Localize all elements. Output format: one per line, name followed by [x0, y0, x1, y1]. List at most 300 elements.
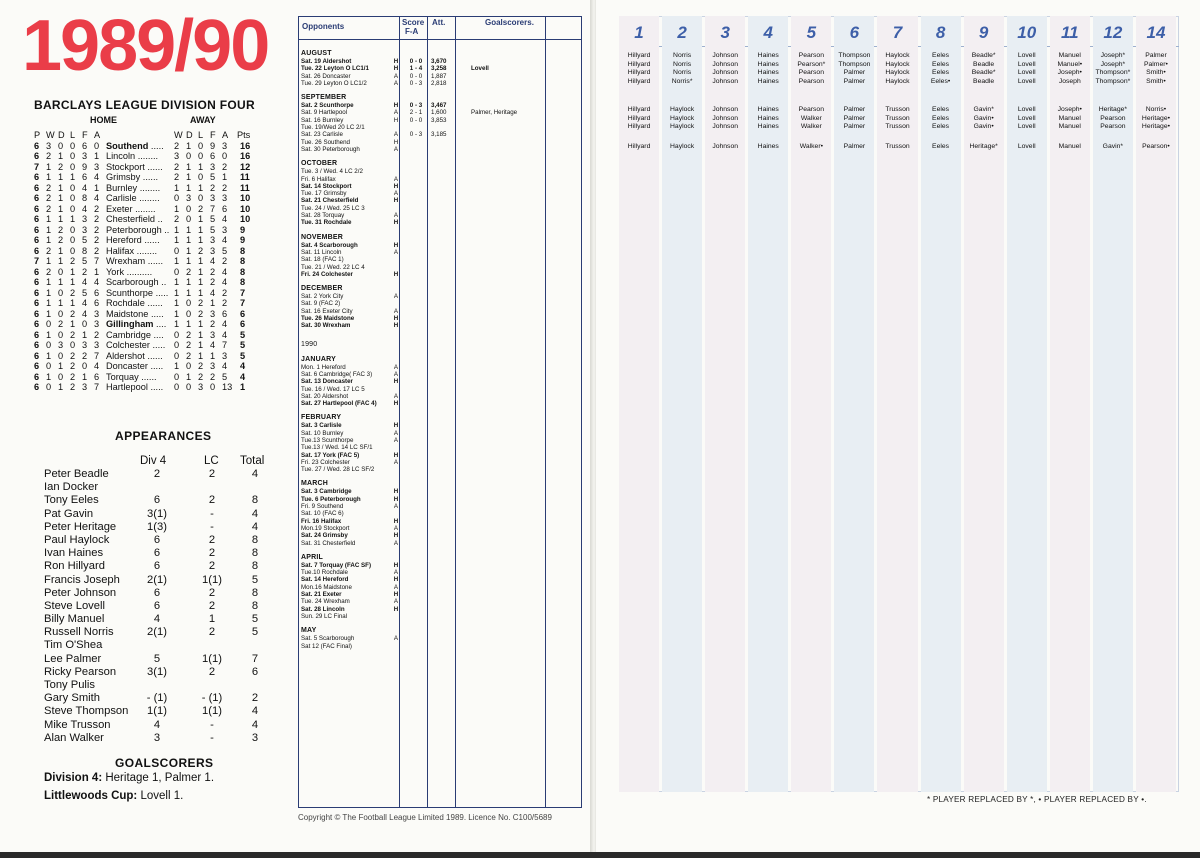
points: 9 [240, 235, 246, 245]
team-name-text: Wrexham [106, 256, 146, 266]
player-name: Ian Docker [44, 481, 99, 494]
appearance-row [44, 626, 274, 639]
player-cell: Johnson [712, 60, 739, 68]
fixture-opponent: Fri. 16 Halifax [301, 517, 342, 525]
player-cell: Smith• [1146, 69, 1166, 77]
player-cell: Norris [673, 52, 692, 59]
total-apps: 4 [251, 520, 259, 533]
player-cell: Heritage* [969, 143, 998, 150]
fixture-row [301, 452, 579, 459]
div4-apps: 3(1) [147, 665, 167, 678]
team-name [106, 372, 157, 383]
fixture-score: 1 - 4 [409, 65, 423, 73]
team-name [106, 277, 166, 288]
fixture-venue: A [393, 370, 399, 378]
fixture-opponent: Sat. 4 Scarborough [301, 241, 358, 249]
away-stat: 3 [186, 193, 192, 203]
away-stat: 2 [174, 214, 180, 224]
team-leader-dots: ...... [147, 161, 163, 172]
shirt-number: 1 [634, 23, 644, 42]
away-stat: 1 [198, 214, 204, 224]
away-stat: 1 [174, 224, 180, 235]
away-stat: 2 [210, 319, 216, 329]
player-cell: Smith• [1146, 77, 1166, 85]
fixture-score: 0 - 0 [409, 58, 423, 65]
fixture-venue: H [393, 605, 399, 613]
away-stat: 0 [186, 214, 192, 224]
away-stat: 2 [174, 161, 180, 172]
home-stat: 1 [46, 298, 52, 308]
home-stat: 0 [70, 224, 76, 235]
fixture-venue: A [393, 293, 399, 301]
player-name: Pat Gavin [44, 507, 94, 520]
fixture-row [301, 315, 579, 322]
player-cell: Haylock [670, 106, 695, 113]
team-name [106, 151, 158, 162]
fixture-opponent: Tue. 16 / Wed. 17 LC 5 [301, 385, 365, 393]
player-cell: Johnson [712, 123, 739, 131]
player-cell: Haylock [885, 60, 910, 68]
home-label: HOME [90, 115, 117, 125]
away-stat: 0 [174, 266, 180, 277]
fixture-score: 0 - 0 [409, 116, 423, 124]
away-stat: 1 [198, 340, 204, 350]
fixture-attendance: 3,467 [431, 102, 447, 110]
league-col-header: L [70, 130, 76, 140]
fixture-attendance: 2,818 [431, 79, 447, 87]
total-apps: 8 [251, 599, 259, 612]
home-stat: 3 [82, 224, 88, 235]
lc-apps: 2 [208, 626, 216, 639]
team-name-text: Colchester [106, 340, 150, 350]
home-stat: 0 [82, 319, 88, 329]
player-cell: Pearson* [797, 60, 826, 68]
player-cell: Trusson [885, 106, 910, 113]
shirt-number: 5 [806, 23, 817, 42]
player-cell: Joseph [1058, 77, 1081, 85]
fixture-row [301, 300, 579, 307]
fixture-opponent: Tue. 17 Grimsby [301, 190, 347, 198]
fixture-opponent: Sat. 14 Stockport [301, 182, 352, 190]
home-stat: 0 [58, 308, 64, 319]
home-stat: 2 [94, 214, 100, 224]
league-col-header: Pts [237, 130, 251, 140]
team-leader-dots: ........ [137, 151, 159, 161]
away-stat: 1 [186, 256, 192, 266]
fixture-opponent: Sat. 9 Hartlepool [301, 109, 348, 117]
fixture-venue: H [393, 532, 399, 540]
player-cell: Walker• [799, 143, 823, 150]
player-cell: Haylock [885, 69, 910, 77]
fixture-opponent: Sat. 27 Hartlepool (FAC 4) [301, 400, 377, 408]
home-stat: 2 [70, 371, 76, 382]
fixture-opponent: Sat. 30 Wrexham [301, 322, 351, 330]
div4-apps: 4 [153, 613, 161, 626]
player-cell: Lovell [1017, 60, 1036, 68]
away-stat: 2 [210, 371, 216, 382]
home-stat: 2 [46, 182, 52, 193]
away-stat: 1 [174, 277, 180, 287]
team-leader-dots: ...... [147, 298, 163, 308]
played: 6 [34, 298, 40, 308]
player-cell: Norris• [1145, 106, 1167, 113]
player-cell: Palmer [1145, 52, 1167, 59]
home-stat: 1 [70, 277, 76, 287]
player-cell: Beadle* [971, 69, 996, 77]
player-cell: Haines [757, 52, 779, 59]
div4-apps: 3 [153, 731, 161, 744]
home-stat: 3 [94, 319, 100, 329]
player-cell: Trusson [885, 114, 910, 122]
league-col-header: D [58, 130, 65, 140]
player-cell: Lovell [1017, 106, 1036, 113]
league-row [34, 319, 264, 330]
appearances-header [44, 455, 274, 469]
fixture-opponent: Tue.13 / Wed. 14 LC SF/1 [301, 444, 373, 452]
played: 6 [34, 151, 40, 161]
player-cell: Heritage* [1098, 106, 1128, 113]
player-cell: Palmer [843, 114, 866, 122]
fixture-row [301, 117, 579, 124]
appearance-row [44, 494, 274, 507]
home-stat: 1 [70, 214, 76, 224]
away-stat: 4 [222, 235, 228, 245]
appearance-row [44, 534, 274, 547]
player-cell: Haylock [885, 52, 910, 59]
points: 11 [240, 182, 250, 193]
lc-apps: - [210, 507, 214, 520]
fixture-opponent: Sat. 16 Exeter City [301, 307, 353, 315]
home-stat: 1 [82, 371, 88, 382]
away-stat: 3 [174, 151, 180, 161]
team-name [106, 267, 152, 278]
home-stat: 2 [70, 350, 76, 361]
team-name-text: Exeter [106, 203, 133, 214]
team-leader-dots: .... [153, 329, 164, 340]
fixture-venue: H [393, 197, 399, 205]
team-leader-dots: .......... [126, 266, 153, 277]
player-cell: Thompson [838, 60, 871, 68]
home-stat: 3 [82, 340, 88, 350]
home-stat: 1 [82, 329, 88, 340]
player-cell: Joseph• [1057, 106, 1082, 113]
fixture-row [301, 437, 579, 444]
player-cell: Hillyard [627, 106, 651, 113]
fixture-venue: A [393, 363, 399, 371]
away-stat: 1 [174, 287, 180, 298]
player-cell: Hillyard [627, 143, 651, 150]
shirt-column [1050, 16, 1090, 792]
home-stat: 2 [82, 266, 88, 277]
home-stat: 1 [58, 203, 64, 214]
played: 6 [34, 235, 40, 245]
home-stat: 1 [70, 172, 76, 182]
player-cell: Hillyard [627, 52, 651, 59]
team-name [106, 298, 163, 309]
team-leader-dots: .. [161, 277, 167, 287]
home-stat: 1 [58, 172, 64, 182]
player-cell: Pearson [798, 106, 824, 113]
team-name-text: Doncaster [106, 361, 148, 371]
fixture-opponent: Sat. 28 Torquay [301, 212, 345, 220]
appearance-row [44, 692, 274, 705]
away-stat: 3 [198, 382, 204, 392]
home-stat: 1 [58, 245, 64, 256]
away-stat: 4 [222, 329, 228, 340]
player-cell: Norris [673, 69, 692, 77]
home-stat: 2 [94, 329, 100, 340]
home-stat: 1 [46, 214, 52, 224]
fixture-row [301, 58, 579, 65]
fixture-opponent: Tue. 3 / Wed. 4 LC 2/2 [301, 168, 363, 176]
points: 12 [240, 161, 251, 172]
home-stat: 5 [82, 256, 88, 266]
home-stat: 0 [70, 340, 76, 350]
div4-apps: - (1) [146, 692, 168, 705]
fixture-row [301, 562, 579, 569]
team-name [106, 214, 163, 225]
appearance-row [44, 560, 274, 573]
player-cell: Walker [800, 123, 822, 131]
fixture-row [301, 190, 579, 197]
points: 16 [240, 140, 251, 151]
fixture-row [301, 293, 579, 300]
fixture-venue: H [393, 270, 399, 278]
away-stat: 2 [222, 161, 228, 172]
div4-scorers: Heritage 1, Palmer 1. [105, 772, 215, 784]
fixture-venue: A [393, 109, 399, 117]
total-apps: 5 [251, 613, 259, 626]
shirt-column [964, 16, 1004, 792]
lc-apps: 2 [208, 547, 216, 560]
team-leader-dots: ...... [144, 235, 160, 245]
player-cell: Gavin* [1102, 143, 1124, 150]
home-stat: 7 [94, 256, 100, 266]
shirt-column [1136, 16, 1176, 792]
fixture-row [301, 496, 579, 503]
team-name-text: Carlisle [106, 193, 137, 203]
team-name-text: Grimsby [106, 172, 141, 182]
away-stat: 2 [186, 350, 192, 361]
shirt-number: 3 [720, 23, 730, 42]
total-apps: 6 [251, 665, 259, 678]
appearance-row [44, 666, 274, 679]
away-stat: 1 [186, 287, 192, 298]
away-stat: 1 [198, 319, 204, 329]
player-cell: Beadle [973, 77, 995, 85]
team-name-text: Rochdale [106, 298, 145, 308]
home-stat: 1 [70, 298, 76, 308]
appearances-title: APPEARANCES [115, 429, 212, 443]
player-name: Russell Norris [44, 626, 114, 639]
fixture-row [301, 400, 579, 407]
home-stat: 5 [82, 235, 88, 245]
player-cell: Eeles [932, 60, 950, 68]
team-name [106, 288, 168, 299]
lc-apps: 1(1) [202, 573, 222, 586]
player-cell: Pearson [798, 52, 824, 59]
away-stat: 0 [186, 308, 192, 319]
home-stat: 7 [94, 350, 100, 361]
lc-apps: 2 [208, 494, 216, 507]
team-leader-dots: ........ [135, 203, 156, 214]
player-cell: Walker [800, 114, 822, 122]
played: 6 [34, 277, 40, 287]
fixture-venue: H [393, 58, 399, 65]
player-cell: Haines [757, 123, 779, 131]
away-stat: 1 [186, 245, 192, 256]
team-leader-dots: ...... [147, 256, 164, 266]
away-stat: 3 [210, 245, 216, 256]
away-stat: 2 [186, 340, 192, 350]
fixture-row [301, 635, 579, 642]
fixture-venue: H [393, 400, 399, 408]
fixture-row [301, 109, 579, 116]
played: 6 [34, 203, 40, 214]
player-cell: Hillyard [627, 60, 651, 68]
away-stat: 5 [210, 172, 216, 182]
lc-apps: 2 [208, 560, 216, 573]
player-cell: Haylock [670, 114, 695, 122]
fixture-opponent: Sat. 7 Torquay (FAC SF) [301, 561, 372, 569]
league-row [34, 372, 264, 383]
fixture-row [301, 308, 579, 315]
lc-scorers: Lovell 1. [140, 790, 184, 802]
home-stat: 4 [94, 193, 100, 203]
home-stat: 0 [46, 382, 52, 392]
fixture-month: MAY [301, 627, 317, 635]
home-stat: 4 [82, 298, 88, 308]
home-stat: 3 [94, 161, 100, 172]
score-header: Score [402, 18, 425, 27]
away-stat: 2 [198, 371, 204, 382]
home-stat: 1 [58, 256, 64, 266]
points: 1 [240, 382, 246, 392]
div4-apps: 4 [153, 718, 161, 731]
player-cell: Eeles [932, 69, 950, 77]
total-apps: 8 [251, 586, 259, 599]
team-name-text: Southend [106, 140, 149, 151]
played: 6 [34, 329, 40, 340]
fixture-venue: A [393, 175, 399, 183]
div4-apps: 2(1) [147, 626, 167, 639]
away-stat: 3 [222, 193, 228, 203]
home-stat: 1 [58, 182, 64, 193]
fixture-row [301, 459, 579, 466]
player-cell: Trusson [885, 123, 910, 131]
team-name [106, 309, 164, 320]
div4-apps: 3(1) [147, 507, 167, 520]
away-stat: 1 [198, 287, 204, 298]
player-cell: Thompson* [1095, 69, 1131, 77]
appearance-row [44, 719, 274, 732]
fixture-opponent: Tue. 26 Southend [301, 138, 350, 146]
fixture-venue: A [393, 190, 399, 198]
fixture-venue: A [393, 145, 399, 153]
fixture-venue: H [393, 488, 399, 496]
fixture-opponent: Tue. 21 / Wed. 22 LC 4 [301, 263, 365, 271]
league-row [34, 288, 264, 299]
away-stat: 1 [198, 329, 204, 340]
home-stat: 6 [94, 298, 100, 308]
div4-label: Division 4: [44, 772, 103, 784]
league-col-header: F [82, 130, 88, 140]
player-name: Ivan Haines [44, 547, 104, 560]
fixture-venue: A [393, 503, 399, 511]
player-cell: Trusson [885, 143, 910, 150]
fixture-opponent: Tue. 27 / Wed. 28 LC SF/2 [301, 466, 375, 474]
fixture-month: DECEMBER [301, 285, 343, 293]
fixture-row [301, 124, 579, 131]
team-name [106, 361, 163, 372]
league-col-header: D [186, 130, 193, 140]
player-cell: Thompson [838, 52, 871, 59]
total-apps: 8 [251, 547, 259, 560]
fixture-row [301, 466, 579, 473]
fixture-attendance: 3,670 [431, 58, 447, 65]
player-cell: Eeles [932, 143, 950, 150]
player-cell: Beadle* [971, 52, 996, 59]
away-stat: 2 [186, 329, 192, 340]
fixture-row [301, 643, 579, 650]
lc-apps: 2 [208, 533, 216, 546]
league-row [34, 382, 264, 393]
fixture-score: 0 - 3 [409, 79, 423, 87]
away-stat: 4 [210, 287, 216, 298]
away-stat: 3 [210, 161, 216, 172]
away-stat: 2 [222, 256, 228, 266]
team-name-text: Peterborough [106, 224, 162, 235]
away-stat: 3 [222, 140, 228, 151]
home-stat: 8 [82, 193, 88, 203]
home-stat: 3 [94, 308, 100, 319]
home-stat: 2 [82, 350, 88, 361]
fixture-opponent: Sat. 16 Burnley [301, 116, 344, 124]
fixture-opponent: Sat. 10 Burnley [301, 429, 344, 437]
shirt-number: 10 [1017, 23, 1037, 42]
home-stat: 1 [46, 161, 52, 172]
played: 6 [34, 245, 40, 256]
fixture-venue: H [393, 561, 399, 569]
player-cell: Haines [757, 69, 779, 77]
season-title: 1989/90 [22, 6, 269, 86]
player-cell: Gavin* [973, 106, 994, 113]
fixture-month: FEBRUARY [301, 414, 342, 422]
played: 6 [34, 214, 40, 224]
home-stat: 0 [82, 361, 88, 371]
league-row [34, 340, 264, 351]
player-cell: Palmer [843, 69, 866, 77]
home-stat: 1 [46, 256, 52, 266]
fixture-row [301, 503, 579, 510]
played: 6 [34, 182, 40, 193]
points: 5 [240, 340, 246, 350]
fixture-row [301, 540, 579, 547]
home-stat: 2 [94, 245, 100, 256]
home-stat: 1 [58, 214, 64, 224]
home-stat: 0 [46, 319, 52, 329]
appearance-row [44, 600, 274, 613]
lc-apps: 2 [208, 665, 216, 678]
league-row [34, 246, 264, 257]
total-apps: 2 [251, 692, 259, 705]
fixture-row [301, 264, 579, 271]
fixture-venue: H [393, 219, 399, 227]
fixture-opponent: Sat. 24 Grimsby [301, 532, 348, 540]
away-stat: 3 [210, 308, 216, 319]
fixture-venue: H [393, 182, 399, 190]
total-apps: 4 [251, 468, 259, 480]
